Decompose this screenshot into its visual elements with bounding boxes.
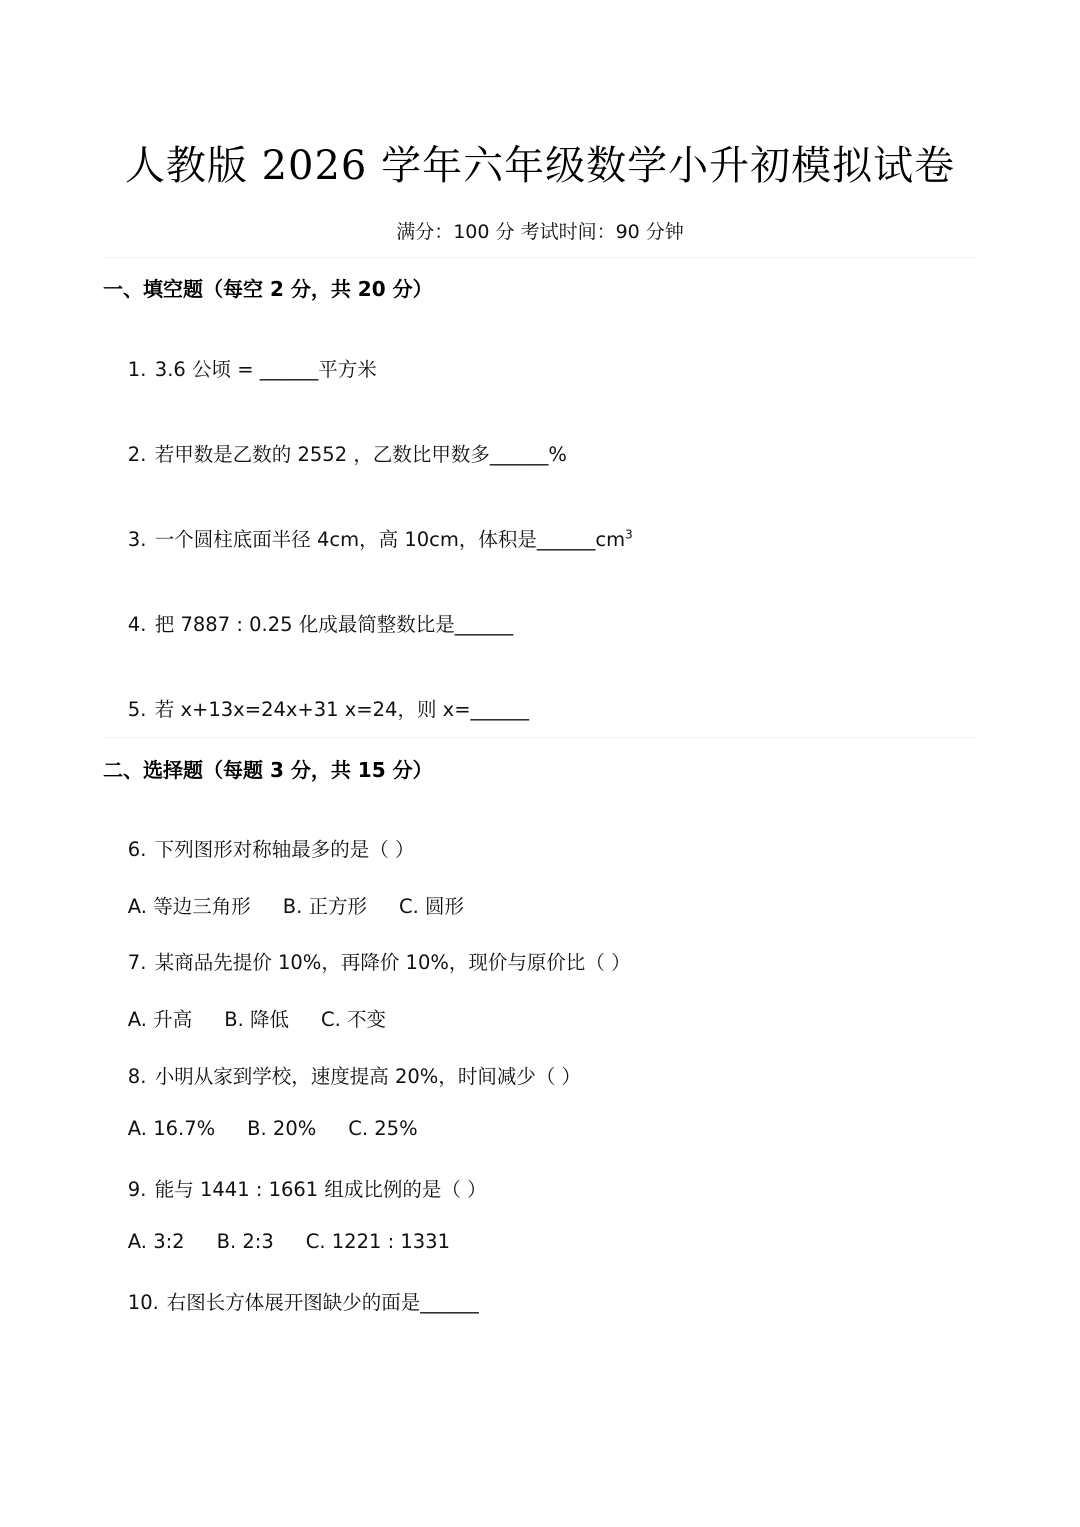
exam-meta: 满分：100 分 考试时间：90 分钟: [396, 221, 684, 243]
question-5: [103, 671, 529, 745]
option-b: B. 正方形: [282, 895, 367, 918]
option-a: A. 3:2: [127, 1230, 185, 1253]
option-c: C. 25%: [348, 1117, 418, 1140]
question-4: [103, 586, 513, 660]
question-10: [103, 1264, 479, 1338]
question-3: [103, 501, 633, 575]
divider: [103, 737, 977, 738]
question-number: 5.: [127, 698, 147, 721]
question-text: 小明从家到学校，速度提高 20%，时间减少（ ）: [154, 1065, 582, 1088]
question-number: 3.: [127, 528, 147, 551]
question-number: 2.: [127, 443, 147, 466]
option-c: C. 不变: [320, 1008, 386, 1031]
option-a: A. 等边三角形: [127, 895, 251, 918]
question-number: 4.: [127, 613, 147, 636]
question-text: 右图长方体展开图缺少的面是______: [166, 1291, 479, 1314]
question-2: [103, 416, 567, 490]
option-c: C. 1221 : 1331: [305, 1230, 450, 1253]
option-a: A. 升高: [127, 1008, 193, 1031]
question-text: 3.6 公顷 = ______平方米: [154, 358, 377, 381]
section-fill-blank-title: 一、填空题（每空 2 分，共 20 分）: [103, 277, 433, 301]
question-1: [103, 331, 377, 405]
question-number: 8.: [127, 1065, 147, 1088]
option-c: C. 圆形: [398, 895, 464, 918]
option-b: B. 降低: [224, 1008, 289, 1031]
question-number: 10.: [127, 1291, 159, 1314]
option-b: B. 20%: [247, 1117, 317, 1140]
question-text: 下列图形对称轴最多的是（ ）: [154, 838, 415, 861]
question-number: 7.: [127, 951, 147, 974]
divider: [103, 257, 977, 258]
question-number: 9.: [127, 1178, 147, 1201]
question-text: 若 x+13x=24x+31 x=24，则 x=______: [154, 698, 530, 721]
question-number: 1.: [127, 358, 147, 381]
section-choice-title: 二、选择题（每题 3 分，共 15 分）: [103, 758, 433, 782]
superscript: 3: [625, 527, 633, 542]
question-text: 若甲数是乙数的 2552 ，乙数比甲数多______%: [154, 443, 567, 466]
option-a: A. 16.7%: [127, 1117, 216, 1140]
question-text: 一个圆柱底面半径 4cm，高 10cm，体积是______cm: [154, 528, 626, 551]
question-text: 能与 1441 : 1661 组成比例的是（ ）: [154, 1178, 487, 1201]
option-b: B. 2:3: [216, 1230, 274, 1253]
question-text: 某商品先提价 10%，再降价 10%，现价与原价比（ ）: [154, 951, 631, 974]
page-title: 人教版 2026 学年六年级数学小升初模拟试卷: [124, 143, 956, 189]
question-number: 6.: [127, 838, 147, 861]
question-text: 把 7887 : 0.25 化成最简整数比是______: [154, 613, 514, 636]
